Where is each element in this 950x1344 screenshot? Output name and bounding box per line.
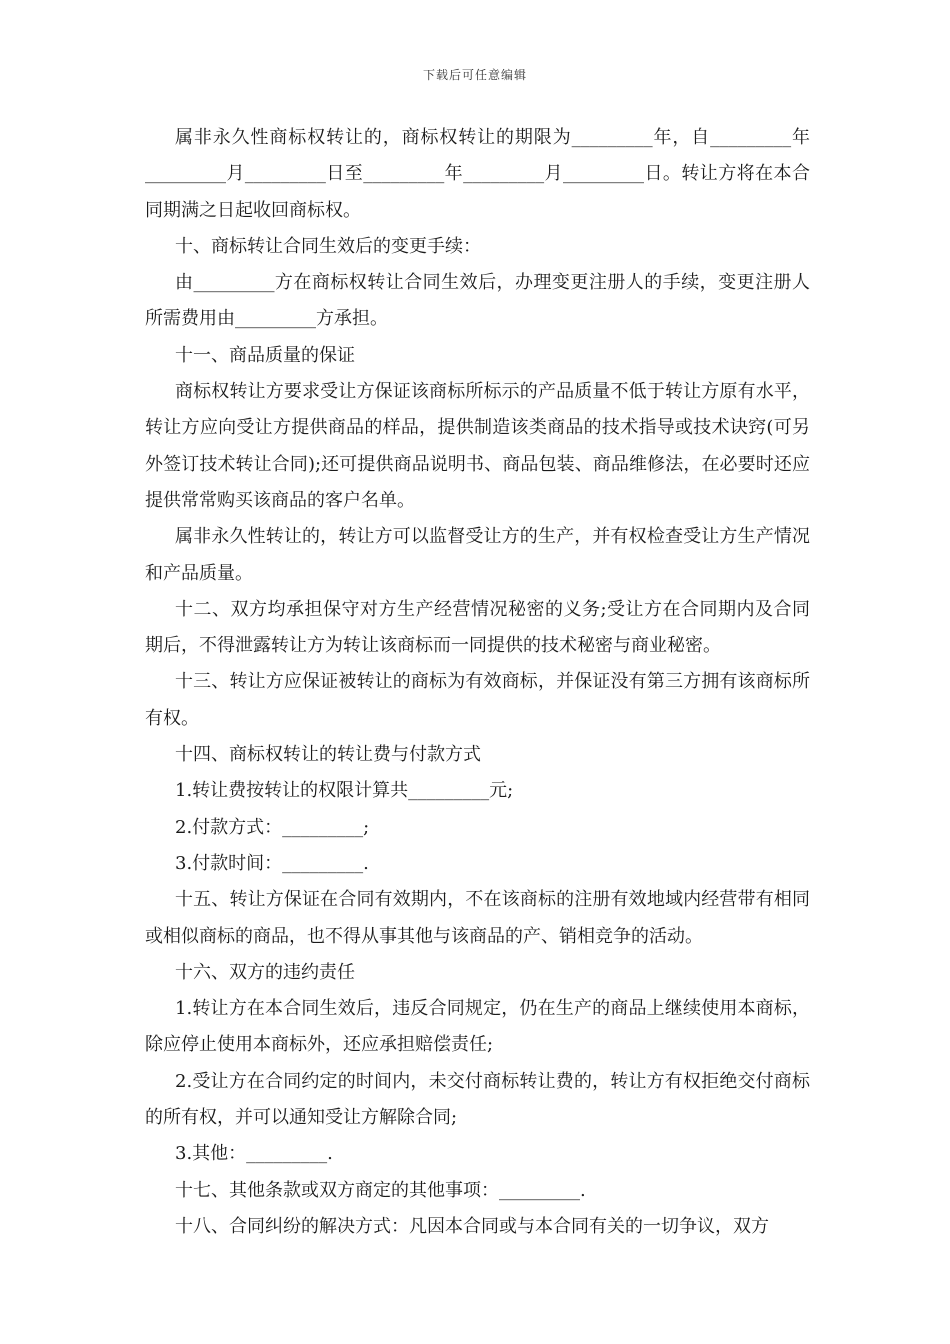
paragraph-term-period: 属非永久性商标权转让的，商标权转让的期限为_________年，自_________年_________月_________日至_________年_________月_________日。转让方将在本合同期满之日起收回商标权。 [145,127,810,221]
section-13-validity: 十三、转让方应保证被转让的商标为有效商标，并保证没有第三方拥有该商标所有权。 [145,671,810,729]
liability-item-2: 2.受让方在合同约定的时间内，未交付商标转让费的，转让方有权拒绝交付商标的所有权，并可以通知受让方解除合同; [145,1070,810,1129]
paragraph-registration-change: 由_________方在商标权转让合同生效后，办理变更注册人的手续，变更注册人所需费用由_________方承担。 [145,272,810,330]
section-12-confidentiality: 十二、双方均承担保守对方生产经营情况秘密的义务;受让方在合同期内及合同期后，不得泄露转让方为转让该商标而一同提供的技术秘密与商业秘密。 [145,598,810,657]
liability-item-1: 1.转让方在本合同生效后，违反合同规定，仍在生产的商品上继续使用本商标，除应停止使用本商标外，还应承担赔偿责任; [145,998,810,1056]
section-14-heading: 十四、商标权转让的转让费与付款方式 [175,744,481,766]
document-body [145,120,810,1245]
section-11-heading: 十一、商品质量的保证 [175,344,355,366]
paragraph-supervision: 属非永久性转让的，转让方可以监督受让方的生产，并有权检查受让方生产情况和产品质量。 [145,526,810,584]
section-16-heading: 十六、双方的违约责任 [175,961,355,983]
paragraph-quality-guarantee: 商标权转让方要求受让方保证该商标所标示的产品质量不低于转让方原有水平，转让方应向受让方提供商品的样品，提供制造该类商品的技术指导或技术诀窍(可另外签订技术转让合同);还可提供商品说明书、商品包装、商品维修法，在必要时还应提供常常购买该商品的客户名单。 [145,381,810,511]
section-18-disputes: 十八、合同纠纷的解决方式：凡因本合同或与本合同有关的一切争议，双方 [175,1215,769,1237]
payment-item-fee: 1.转让费按转让的权限计算共_________元; [175,780,514,802]
page-header: 下载后可任意编辑 [422,68,527,82]
section-15-noncompete: 十五、转让方保证在合同有效期内，不在该商标的注册有效地域内经营带有相同或相似商标的商品，也不得从事其他与该商品的产、销相竞争的活动。 [145,889,810,947]
section-10-heading: 十、商标转让合同生效后的变更手续： [175,235,481,257]
section-17-other: 十七、其他条款或双方商定的其他事项：_________. [175,1179,586,1201]
liability-item-3: 3.其他：_________. [175,1143,333,1165]
payment-item-time: 3.付款时间：_________. [175,852,369,874]
payment-item-method: 2.付款方式：_________; [175,816,370,838]
